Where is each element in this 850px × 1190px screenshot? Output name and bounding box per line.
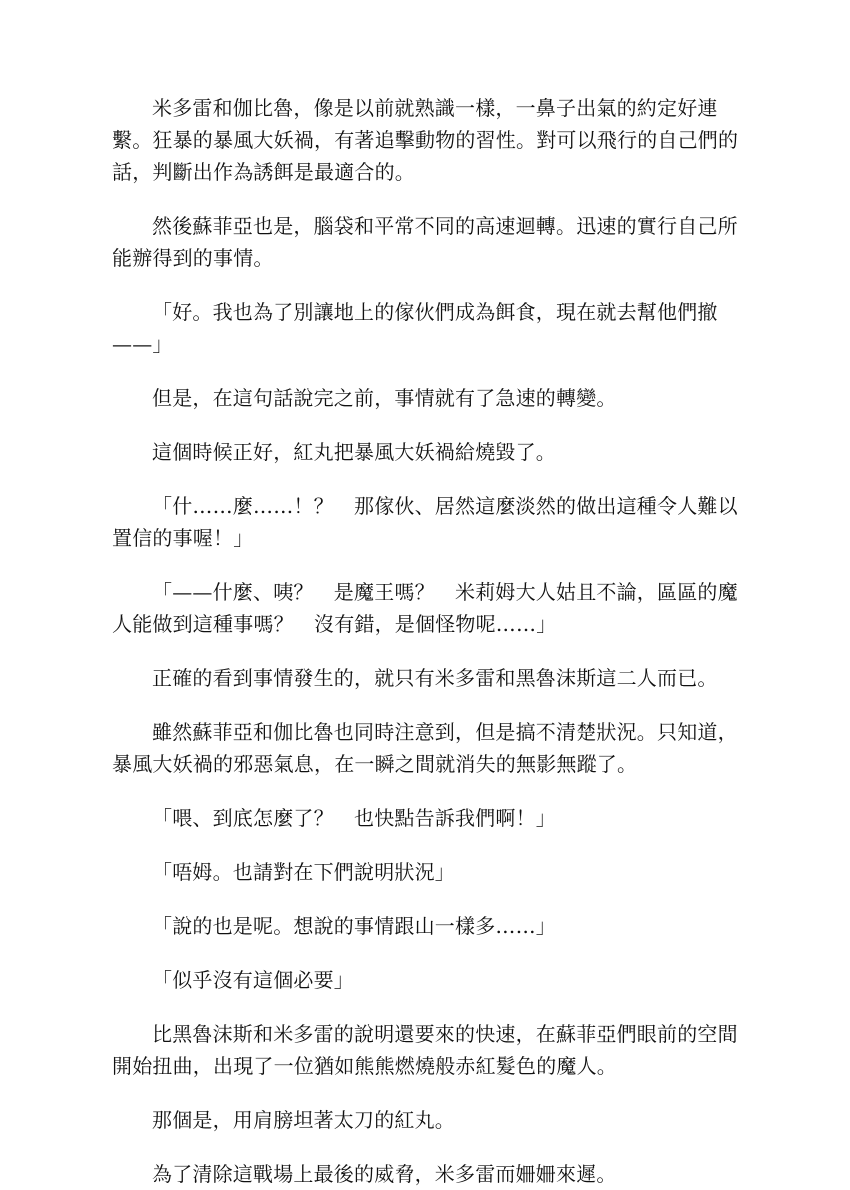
paragraph: 「說的也是呢。想說的事情跟山一樣多……」 [152, 914, 556, 938]
paragraph: 這個時候正好，紅丸把暴風大妖禍給燒毀了。 [152, 440, 556, 464]
paragraph: 正確的看到事情發生的，就只有米多雷和黑魯沫斯這二人而已。 [152, 666, 718, 690]
paragraph: 「似乎沒有這個必要」 [152, 968, 354, 992]
paragraph: 雖然蘇菲亞和伽比魯也同時注意到，但是搞不清楚狀況。只知道，暴風大妖禍的邪惡氣息，在一瞬之間就消失的無影無蹤了。 [112, 720, 738, 776]
paragraph: 「——什麼、咦？ 是魔王嗎？ 米莉姆大人姑且不論，區區的魔人能做到這種事嗎？ 沒有錯，是個怪物呢……」 [112, 580, 738, 636]
paragraph: 「唔姆。也請對在下們說明狀況」 [152, 860, 455, 884]
paragraph: 「喂、到底怎麼了？ 也快點告訴我們啊！」 [152, 806, 556, 830]
paragraph: 但是，在這句話說完之前，事情就有了急速的轉變。 [152, 386, 617, 410]
paragraph: 比黑魯沫斯和米多雷的說明還要來的快速，在蘇菲亞們眼前的空間開始扭曲，出現了一位猶如熊熊燃燒般赤紅髮色的魔人。 [112, 1022, 738, 1078]
paragraph: 然後蘇菲亞也是，腦袋和平常不同的高速迴轉。迅速的實行自己所能辦得到的事情。 [112, 214, 738, 270]
paragraph: 「什……麼……！？ 那傢伙、居然這麼淡然的做出這種令人難以置信的事喔！」 [112, 494, 738, 550]
paragraph: 米多雷和伽比魯，像是以前就熟識一樣，一鼻子出氣的約定好連繫。狂暴的暴風大妖禍，有著追擊動物的習性。對可以飛行的自己們的話，判斷出作為誘餌是最適合的。 [112, 96, 739, 184]
paragraph: 「好。我也為了別讓地上的傢伙們成為餌食，現在就去幫他們撤——」 [112, 300, 718, 356]
paragraph: 為了清除這戰場上最後的威脅，米多雷而姍姍來遲。 [152, 1162, 617, 1186]
paragraph: 那個是，用肩膀坦著太刀的紅丸。 [152, 1108, 455, 1132]
